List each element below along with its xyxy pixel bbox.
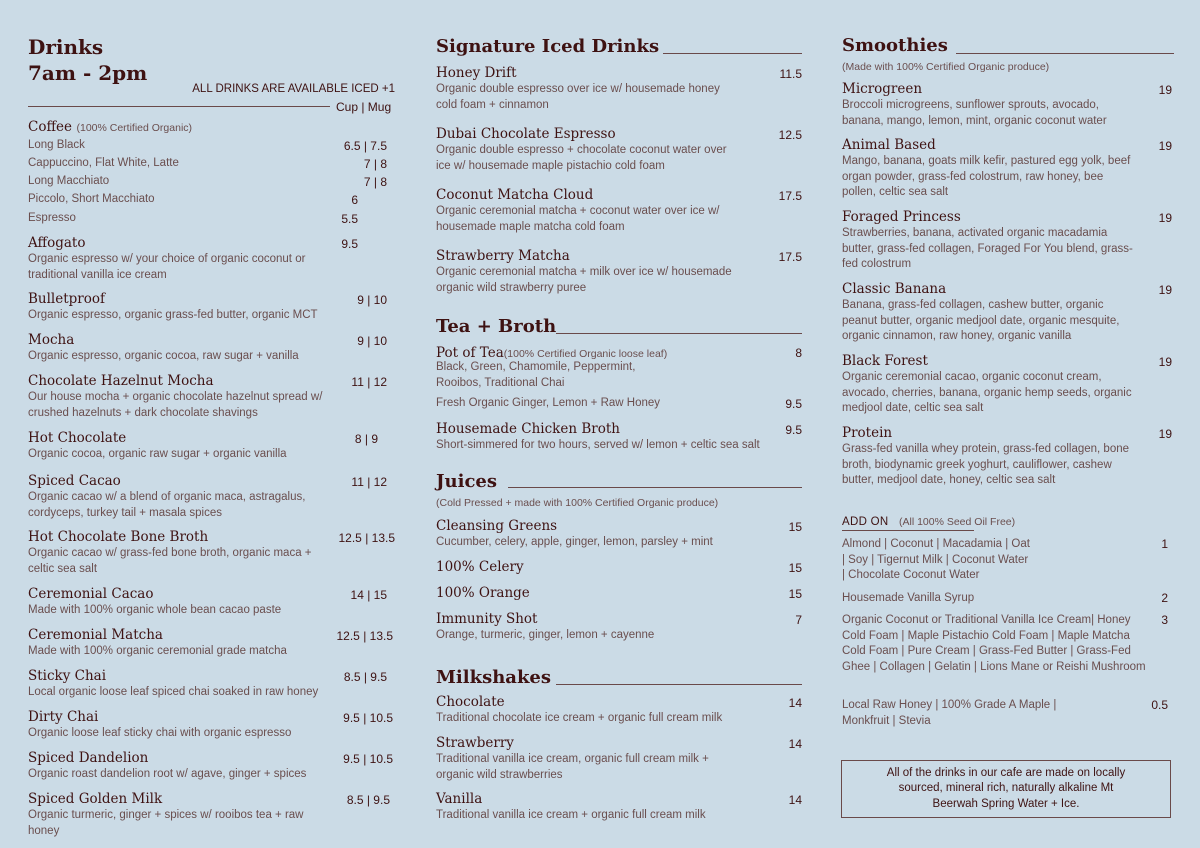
drink-price: 8.5 | 9.5 bbox=[343, 670, 387, 684]
drink-name: Chocolate Hazelnut Mocha bbox=[28, 373, 214, 389]
drink-name: Ceremonial Cacao bbox=[28, 586, 154, 602]
pot-of-tea-desc: Black, Green, Chamomile, Peppermint, Rooibos, Traditional Chai bbox=[436, 361, 636, 389]
coffee-item-price: 7 | 8 bbox=[363, 175, 387, 189]
drink-desc: Our house mocha + organic chocolate hazelnut spread w/ crushed hazelnuts + dark chocolate shavings bbox=[28, 391, 323, 419]
chicken-broth-name: Housemade Chicken Broth bbox=[436, 421, 620, 437]
coffee-item-price: 5.5 bbox=[341, 212, 358, 226]
drink-price: 9.5 bbox=[341, 237, 358, 251]
drinks-title: Drinks bbox=[28, 35, 104, 59]
pot-of-tea-name: Pot of Tea bbox=[436, 345, 504, 361]
iced-drink-name: Dubai Chocolate Espresso bbox=[436, 126, 616, 142]
drink-desc: Organic turmeric, ginger + spices w/ rooibos tea + raw honey bbox=[28, 809, 304, 837]
milkshake-price: 14 bbox=[788, 793, 802, 807]
smoothies-title: Smoothies bbox=[842, 35, 948, 56]
smoothie-price: 19 bbox=[1158, 211, 1172, 225]
milkshakes-title: Milkshakes bbox=[436, 667, 552, 688]
addon-heading bbox=[842, 512, 1015, 530]
smoothie-desc: Organic ceremonial cacao, organic coconut cream, avocado, cherries, banana, organic hemp seeds, organic medjool date, celtic sea salt bbox=[842, 371, 1132, 415]
coffee-item-name: Piccolo, Short Macchiato bbox=[28, 193, 155, 205]
iced-divider bbox=[663, 53, 802, 54]
drinks-divider bbox=[28, 106, 330, 107]
drink-price: 11 | 12 bbox=[351, 475, 387, 489]
chicken-broth-desc: Short-simmered for two hours, served w/ lemon + celtic sea salt bbox=[436, 439, 760, 451]
water-notice-text: All of the drinks in our cafe are made on locally sourced, mineral rich, naturally alkaline Mt Beerwah Spring Water + Ice. bbox=[886, 766, 1126, 810]
drink-price: 12.5 | 13.5 bbox=[336, 629, 393, 643]
water-notice-box bbox=[841, 760, 1171, 818]
drink-desc: Organic cacao w/ a blend of organic maca, astragalus, cordyceps, turkey tail + masala spices bbox=[28, 491, 306, 519]
juice-desc: Orange, turmeric, ginger, lemon + cayenne bbox=[436, 629, 655, 641]
drink-name: Hot Chocolate Bone Broth bbox=[28, 529, 209, 545]
drink-price: 12.5 | 13.5 bbox=[338, 531, 395, 545]
coffee-item-name: Cappuccino, Flat White, Latte bbox=[28, 157, 179, 169]
smoothie-desc: Banana, grass-fed collagen, cashew butter, organic peanut butter, organic medjool date, organic mesquite, organic cinnamon, raw honey, organic vanilla bbox=[842, 299, 1120, 343]
smoothie-desc: Broccoli microgreens, sunflower sprouts, avocado, banana, mango, lemon, mint, organic coconut water bbox=[842, 99, 1107, 127]
milkshake-price: 14 bbox=[788, 696, 802, 710]
smoothie-price: 19 bbox=[1158, 83, 1172, 97]
smoothie-name: Microgreen bbox=[842, 81, 923, 97]
milkshakes-divider bbox=[556, 684, 802, 685]
coffee-heading bbox=[28, 118, 192, 136]
smoothie-name: Foraged Princess bbox=[842, 209, 961, 225]
drink-name: Bulletproof bbox=[28, 291, 106, 307]
iced-title: Signature Iced Drinks bbox=[436, 36, 660, 57]
drink-name: Spiced Golden Milk bbox=[28, 791, 163, 807]
drink-desc: Organic cocoa, organic raw sugar + organic vanilla bbox=[28, 448, 287, 460]
smoothie-name: Protein bbox=[842, 425, 893, 441]
coffee-item-price: 6.5 | 7.5 bbox=[343, 139, 387, 153]
milkshake-name: Strawberry bbox=[436, 735, 514, 751]
drink-desc: Local organic loose leaf spiced chai soaked in raw honey bbox=[28, 686, 319, 698]
drink-name: Mocha bbox=[28, 332, 75, 348]
drinks-hours: 7am - 2pm bbox=[28, 61, 148, 85]
tea-divider bbox=[556, 333, 802, 334]
smoothie-name: Classic Banana bbox=[842, 281, 947, 297]
milkshake-desc: Traditional vanilla ice cream, organic full cream milk + organic wild strawberries bbox=[436, 753, 709, 781]
iced-drink-price: 12.5 bbox=[778, 128, 802, 142]
drink-desc: Organic espresso, organic grass-fed butter, organic MCT bbox=[28, 309, 318, 321]
drink-desc: Organic loose leaf sticky chai with organic espresso bbox=[28, 727, 292, 739]
addon-note: (All 100% Seed Oil Free) bbox=[898, 516, 1016, 528]
juice-name: 100% Orange bbox=[436, 585, 530, 601]
ginger-tea-name: Fresh Organic Ginger, Lemon + Raw Honey bbox=[436, 397, 661, 409]
drink-name: Ceremonial Matcha bbox=[28, 627, 163, 643]
drink-name: Affogato bbox=[28, 235, 86, 251]
smoothie-name: Black Forest bbox=[842, 353, 928, 369]
drink-price: 8.5 | 9.5 bbox=[346, 793, 390, 807]
juice-name: Cleansing Greens bbox=[436, 518, 558, 534]
milkshake-name: Vanilla bbox=[436, 791, 483, 807]
addon-title: ADD ON bbox=[842, 516, 889, 528]
milkshake-price: 14 bbox=[788, 737, 802, 751]
coffee-item-price: 6 bbox=[351, 193, 358, 207]
coffee-title: Coffee bbox=[28, 119, 73, 135]
iced-drink-price: 17.5 bbox=[778, 250, 802, 264]
drink-desc: Made with 100% organic whole bean cacao paste bbox=[28, 604, 282, 616]
pot-of-tea-price: 8 bbox=[795, 346, 802, 360]
smoothie-price: 19 bbox=[1158, 139, 1172, 153]
drink-price: 9 | 10 bbox=[357, 334, 387, 348]
drink-price: 9.5 | 10.5 bbox=[343, 711, 393, 725]
drink-desc: Organic espresso, organic cocoa, raw sugar + vanilla bbox=[28, 350, 299, 362]
smoothies-note: (Made with 100% Certified Organic produce) bbox=[842, 61, 1050, 73]
juices-title: Juices bbox=[436, 471, 497, 492]
addon-desc: Housemade Vanilla Syrup bbox=[842, 592, 975, 604]
drink-price: 11 | 12 bbox=[351, 375, 387, 389]
juice-price: 7 bbox=[795, 613, 802, 627]
juices-note: (Cold Pressed + made with 100% Certified Organic produce) bbox=[436, 497, 719, 509]
addon-desc: Almond | Coconut | Macadamia | Oat | Soy | Tigernut Milk | Coconut Water | Chocolate Coconut Water bbox=[842, 538, 1030, 582]
juice-price: 15 bbox=[788, 561, 802, 575]
drink-name: Hot Chocolate bbox=[28, 430, 127, 446]
addon-price: 2 bbox=[1161, 591, 1168, 605]
pot-of-tea-note: (100% Certified Organic loose leaf) bbox=[503, 348, 668, 360]
iced-drink-price: 11.5 bbox=[779, 67, 802, 81]
size-header: Cup | Mug bbox=[336, 100, 392, 114]
drink-price: 9 | 10 bbox=[357, 293, 387, 307]
coffee-item-name: Long Black bbox=[28, 139, 85, 151]
addon-divider bbox=[842, 530, 974, 531]
smoothie-price: 19 bbox=[1158, 427, 1172, 441]
coffee-item-name: Long Macchiato bbox=[28, 175, 110, 187]
drink-name: Dirty Chai bbox=[28, 709, 99, 725]
smoothie-desc: Mango, banana, goats milk kefir, pastured egg yolk, beef organ powder, grass-fed colostrum, raw honey, bee pollen, celtic sea salt bbox=[842, 155, 1131, 199]
drink-desc: Organic espresso w/ your choice of organic coconut or traditional vanilla ice cream bbox=[28, 253, 306, 281]
smoothie-desc: Grass-fed vanilla whey protein, grass-fed collagen, bone broth, biodynamic greek yoghurt, cauliflower, cashew butter, medjool date, honey, celtic sea salt bbox=[842, 443, 1130, 487]
iced-drink-price: 17.5 bbox=[778, 189, 802, 203]
milkshake-desc: Traditional chocolate ice cream + organic full cream milk bbox=[436, 712, 723, 724]
juices-divider bbox=[508, 487, 802, 488]
drink-desc: Organic roast dandelion root w/ agave, ginger + spices bbox=[28, 768, 307, 780]
addon-desc: Organic Coconut or Traditional Vanilla Ice Cream| Honey Cold Foam | Maple Pistachio Cold Foam | Maple Matcha Cold Foam | Pure Cream | Grass-Fed Butter | Grass-Fed Ghee | Collagen | Gelatin | Lions Mane or Reishi Mushroom bbox=[842, 614, 1146, 673]
drink-price: 8 | 9 bbox=[354, 432, 378, 446]
juice-price: 15 bbox=[788, 587, 802, 601]
addon-price: 0.5 bbox=[1151, 698, 1168, 712]
addon-price: 3 bbox=[1161, 613, 1168, 627]
drink-name: Spiced Dandelion bbox=[28, 750, 149, 766]
iced-drink-desc: Organic double espresso + chocolate coconut water over ice w/ housemade maple pistachio cold foam bbox=[436, 144, 727, 172]
addon-price: 1 bbox=[1161, 537, 1168, 551]
chicken-broth-price: 9.5 bbox=[785, 423, 802, 437]
drink-price: 9.5 | 10.5 bbox=[343, 752, 393, 766]
iced-note: ALL DRINKS ARE AVAILABLE ICED +1 bbox=[192, 83, 395, 95]
milkshake-desc: Traditional vanilla ice cream + organic full cream milk bbox=[436, 809, 706, 821]
iced-drink-desc: Organic ceremonial matcha + milk over ice w/ housemade organic wild strawberry puree bbox=[436, 266, 732, 294]
drink-name: Spiced Cacao bbox=[28, 473, 121, 489]
juice-name: 100% Celery bbox=[436, 559, 524, 575]
smoothie-price: 19 bbox=[1158, 355, 1172, 369]
coffee-item-name: Espresso bbox=[28, 212, 76, 224]
tea-title: Tea + Broth bbox=[436, 316, 557, 337]
ginger-tea-price: 9.5 bbox=[785, 397, 802, 411]
drink-desc: Made with 100% organic ceremonial grade matcha bbox=[28, 645, 287, 657]
juice-price: 15 bbox=[788, 520, 802, 534]
smoothie-price: 19 bbox=[1158, 283, 1172, 297]
smoothie-desc: Strawberries, banana, activated organic macadamia butter, grass-fed collagen, Foraged For You blend, grass-fed colostrum bbox=[842, 227, 1133, 271]
coffee-note: (100% Certified Organic) bbox=[76, 122, 193, 134]
drink-desc: Organic cacao w/ grass-fed bone broth, organic maca + celtic sea salt bbox=[28, 547, 312, 575]
smoothie-name: Animal Based bbox=[842, 137, 936, 153]
iced-drink-name: Coconut Matcha Cloud bbox=[436, 187, 594, 203]
juice-name: Immunity Shot bbox=[436, 611, 538, 627]
iced-drink-name: Honey Drift bbox=[436, 65, 517, 81]
smoothies-divider bbox=[956, 53, 1174, 54]
addon-desc: Local Raw Honey | 100% Grade A Maple | Monkfruit | Stevia bbox=[842, 699, 1057, 727]
coffee-item-price: 7 | 8 bbox=[363, 157, 387, 171]
milkshake-name: Chocolate bbox=[436, 694, 505, 710]
iced-drink-desc: Organic double espresso over ice w/ housemade honey cold foam + cinnamon bbox=[436, 83, 720, 111]
juice-desc: Cucumber, celery, apple, ginger, lemon, parsley + mint bbox=[436, 536, 713, 548]
drink-price: 14 | 15 bbox=[350, 588, 387, 602]
iced-drink-name: Strawberry Matcha bbox=[436, 248, 570, 264]
drink-name: Sticky Chai bbox=[28, 668, 107, 684]
iced-drink-desc: Organic ceremonial matcha + coconut water over ice w/ housemade maple matcha cold foam bbox=[436, 205, 720, 233]
